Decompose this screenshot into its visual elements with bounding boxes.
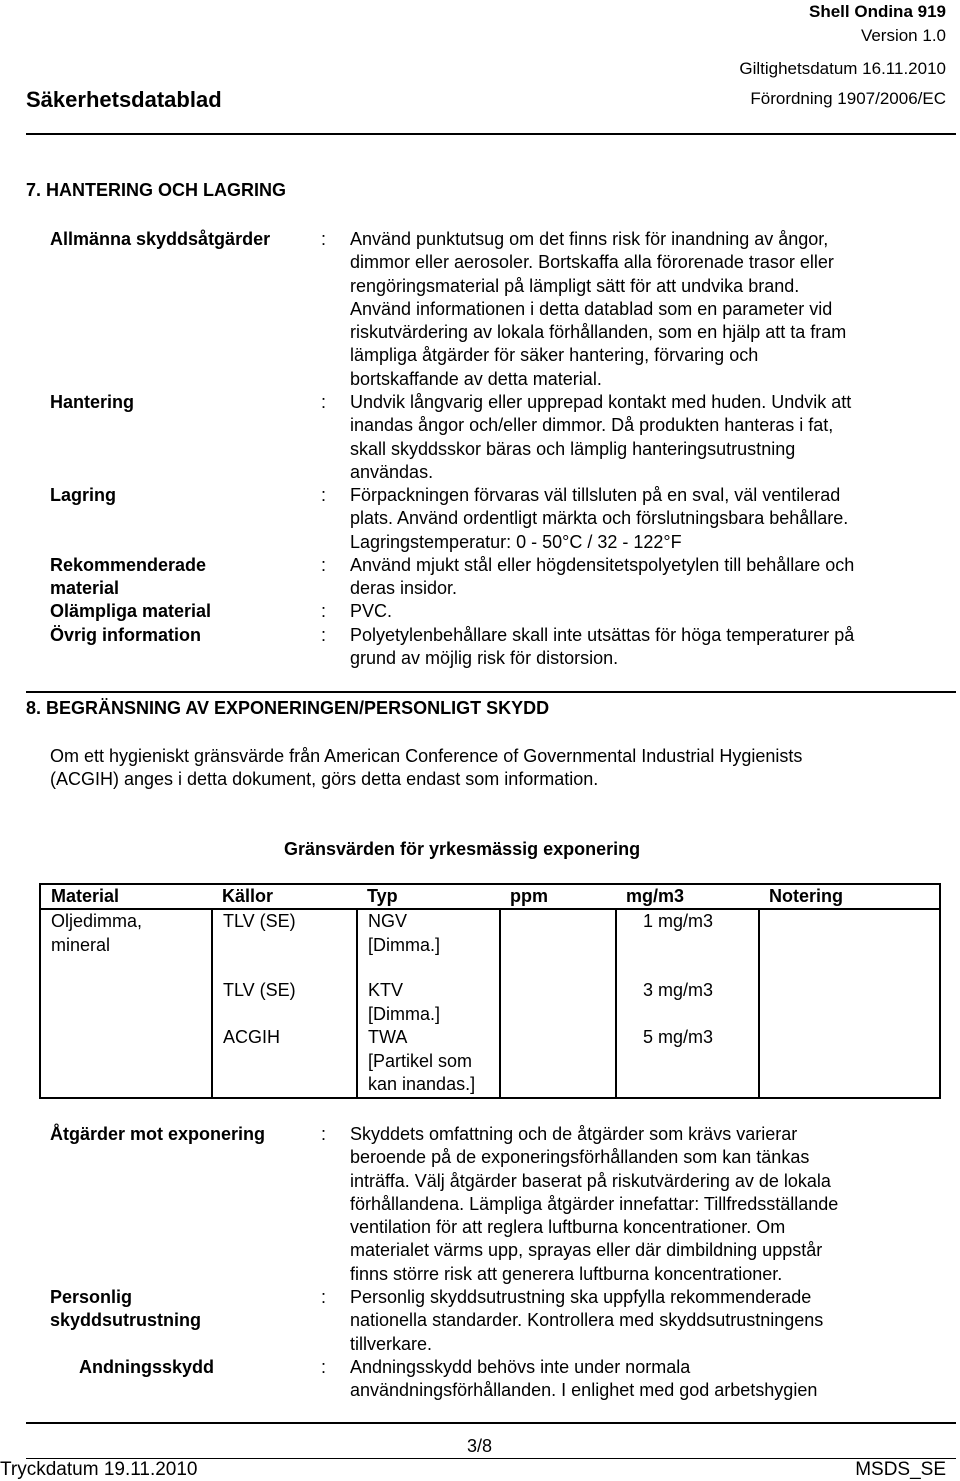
text-line: Använd punktutsug om det finns risk för inandning av ångor, [350, 229, 829, 249]
text-line: Polyetylenbehållare skall inte utsättas för höga temperaturer på [350, 625, 855, 645]
text-line: deras insidor. [350, 578, 458, 599]
section-8-heading: 8. BEGRÄNSNING AV EXPONERINGEN/PERSONLIGT SKYDD [26, 698, 550, 718]
version-label: Version 1.0 [860, 26, 946, 45]
table-row [40, 979, 940, 1026]
header-note: Notering [759, 884, 940, 909]
cell-source: ACGIH [212, 1026, 357, 1098]
cell-note [759, 909, 940, 979]
text-line: materialet värms upp, sprayas eller där dimbildning uppstår [350, 1240, 823, 1261]
cell-mgm3: 5 mg/m3 [616, 1026, 759, 1098]
header-mgm3: mg/m3 [616, 884, 759, 909]
exposure-controls-text [350, 1123, 930, 1286]
text-line: bortskaffande av detta material. [350, 368, 602, 389]
exposure-controls-label: Åtgärder mot exponering [50, 1124, 266, 1144]
label-line: material [50, 578, 120, 599]
cell-line: kan inandas.] [368, 1073, 476, 1094]
cell-line: Oljedimma, [51, 911, 143, 932]
other-info-colon: : [321, 625, 327, 645]
cell-line: NGV [368, 911, 408, 932]
text-line: ventilation för att reglera luftburna koncentrationer. Om [350, 1217, 786, 1238]
cell-note [759, 979, 940, 1026]
text-line: Andningsskydd behövs inte under normala [350, 1357, 691, 1377]
text-line: PVC. [350, 601, 393, 621]
header-type: Typ [357, 884, 500, 909]
unsuitable-materials-label: Olämpliga material [50, 601, 212, 621]
exposure-table-title: Gränsvärden för yrkesmässig exponering [284, 839, 641, 859]
document-title: Säkerhetsdatablad [26, 87, 222, 112]
respiratory-protection-colon: : [321, 1357, 327, 1377]
product-name: Shell Ondina 919 [809, 2, 946, 21]
ppe-label [50, 1286, 201, 1333]
cell-source: TLV (SE) [212, 979, 357, 1026]
text-line: Skyddets omfattning och de åtgärder som krävs varierar [350, 1124, 798, 1144]
print-date: Tryckdatum 19.11.2010 [0, 1459, 198, 1480]
exposure-controls-colon: : [321, 1124, 327, 1144]
other-info-text [350, 624, 930, 671]
cell-material [40, 909, 212, 979]
text-line: förhållandena. Lämpliga åtgärder innefattar: Tillfredsställande [350, 1193, 839, 1214]
text-line: Personlig skyddsutrustning ska uppfylla rekommenderade [350, 1287, 812, 1307]
text-line: Lagringstemperatur: 0 - 50°C / 32 - 122°F [350, 531, 682, 552]
handling-text [350, 391, 930, 484]
cell-line: [Dimma.] [368, 934, 440, 955]
handling-label: Hantering [50, 392, 135, 412]
cell-mgm3: 3 mg/m3 [616, 979, 759, 1026]
text-line: grund av möjlig risk för distorsion. [350, 648, 619, 669]
header-ppm: ppm [500, 884, 616, 909]
text-line: inandas ångor och/eller dimmor. Då produkten hanteras i fat, [350, 415, 834, 436]
respiratory-protection-text [350, 1356, 930, 1403]
unsuitable-materials-colon: : [321, 601, 327, 621]
text-line: skall skyddsskor bäras och lämplig hanteringsutrustning [350, 438, 796, 459]
cell-source: TLV (SE) [212, 909, 357, 979]
valid-date: Giltighetsdatum 16.11.2010 [739, 59, 946, 78]
regulation-label: Förordning 1907/2006/EC [750, 89, 946, 108]
footer-divider [26, 1422, 956, 1424]
storage-colon: : [321, 485, 327, 505]
cell-note [759, 1026, 940, 1098]
text-line: tillverkare. [350, 1333, 433, 1354]
ppe-colon: : [321, 1287, 327, 1307]
label-line: Rekommenderade [50, 555, 207, 575]
cell-line: KTV [368, 980, 404, 1001]
unsuitable-materials-text [350, 600, 930, 623]
cell-material [40, 979, 212, 1026]
text-line: dimmor eller aerosoler. Bortskaffa alla förorenade trasor eller [350, 252, 834, 273]
text-line: nationella standarder. Kontrollera med skyddsutrustningens [350, 1310, 824, 1331]
text-line: beroende på de exponeringsförhållanden som kan tänkas [350, 1147, 810, 1168]
cell-type [357, 909, 500, 979]
text-line: användningsförhållanden. I enlighet med god arbetshygien [350, 1380, 818, 1401]
exposure-limits-table [39, 883, 941, 1099]
cell-ppm [500, 1026, 616, 1098]
acgih-intro-text [50, 745, 940, 792]
page-number: 3/8 [467, 1436, 493, 1456]
recommended-materials-text [350, 554, 930, 601]
general-precautions-label: Allmänna skyddsåtgärder [50, 229, 271, 249]
cell-ppm [500, 979, 616, 1026]
text-line: plats. Använd ordentligt märkta och förslutningsbara behållare. [350, 508, 849, 529]
storage-label: Lagring [50, 485, 116, 505]
respiratory-protection-label: Andningsskydd [79, 1357, 215, 1377]
cell-type [357, 1026, 500, 1098]
cell-line: [Partikel som [368, 1050, 473, 1071]
table-header-row [40, 884, 940, 909]
section-7-heading: 7. HANTERING OCH LAGRING [26, 180, 287, 200]
cell-ppm [500, 909, 616, 979]
header-divider [26, 133, 956, 135]
text-line: finns större risk att generera luftburna koncentrationer. [350, 1263, 783, 1284]
text-line: Använd mjukt stål eller högdensitetspolyetylen till behållare och [350, 555, 855, 575]
document-code: MSDS_SE [855, 1459, 946, 1480]
storage-text [350, 484, 930, 554]
handling-colon: : [321, 392, 327, 412]
text-line: lämpliga åtgärder för säker hantering, förvaring och [350, 345, 759, 366]
recommended-materials-colon: : [321, 555, 327, 575]
text-line: Undvik långvarig eller upprepad kontakt med huden. Undvik att [350, 392, 852, 412]
text-line: riskutvärdering av lokala förhållanden, som en hjälp att ta fram [350, 322, 847, 343]
cell-material [40, 1026, 212, 1098]
section-divider [26, 691, 956, 693]
text-line: Om ett hygieniskt gränsvärde från American Conference of Governmental Industrial Hygienists [50, 746, 803, 766]
text-line: Förpackningen förvaras väl tillsluten på en sval, väl ventilerad [350, 485, 841, 505]
cell-mgm3: 1 mg/m3 [616, 909, 759, 979]
cell-line: [Dimma.] [368, 1003, 440, 1024]
recommended-materials-label [50, 554, 206, 601]
ppe-text [350, 1286, 930, 1356]
text-line: rengöringsmaterial på lämpligt sätt för att undvika brand. [350, 275, 800, 296]
header-source: Källor [212, 884, 357, 909]
label-line: Personlig [50, 1287, 133, 1307]
text-line: Använd informationen i detta datablad som en parameter vid [350, 298, 833, 319]
general-precautions-colon: : [321, 229, 327, 249]
table-row [40, 909, 940, 979]
cell-line: TWA [368, 1027, 408, 1048]
text-line: inträffa. Välj åtgärder baserat på riskutvärdering av de lokala [350, 1170, 831, 1191]
header-material: Material [40, 884, 212, 909]
other-info-label: Övrig information [50, 625, 202, 645]
cell-type [357, 979, 500, 1026]
text-line: användas. [350, 461, 434, 482]
table-row [40, 1026, 940, 1098]
cell-line: mineral [51, 934, 111, 955]
general-precautions-text [350, 228, 930, 391]
text-line: (ACGIH) anges i detta dokument, görs detta endast som information. [50, 769, 599, 790]
label-line: skyddsutrustning [50, 1310, 202, 1331]
